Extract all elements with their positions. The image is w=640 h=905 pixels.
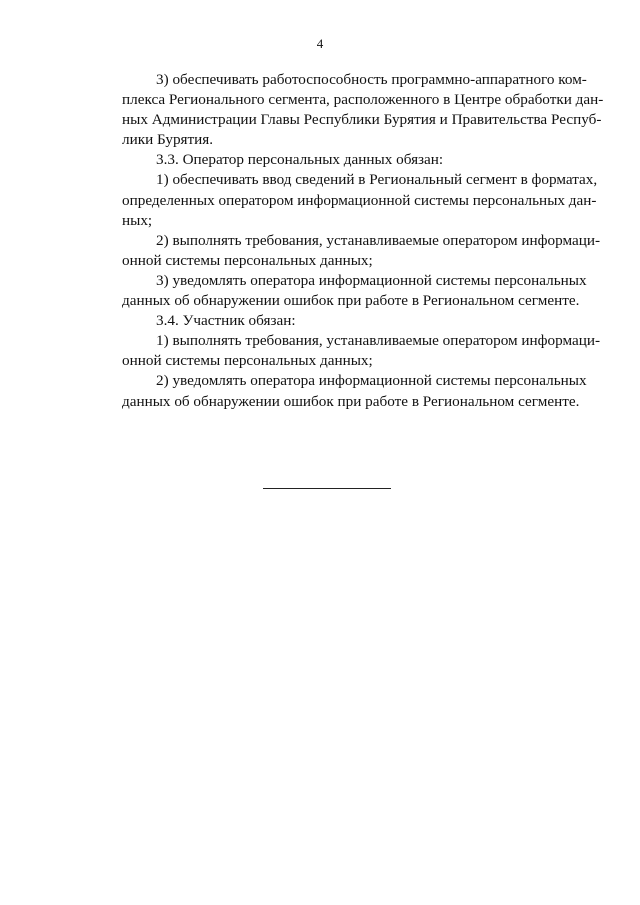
text-line: 1) обеспечивать ввод сведений в Региональный сегмент в форматах, xyxy=(156,171,598,189)
text-line: онной системы персональных данных; xyxy=(122,352,373,370)
text-line: 3) обеспечивать работоспособность программно-аппаратного ком- xyxy=(156,71,587,88)
paragraph-3-3-3 xyxy=(88,271,587,311)
text-line: определенных оператором информационной системы персональных дан- xyxy=(122,191,597,209)
text-line: 2) уведомлять оператора информационной системы персональных xyxy=(156,372,587,390)
text-line: ных Администрации Главы Республики Бурятия и Правительства Респуб- xyxy=(122,111,602,129)
text-line: 3) уведомлять оператора информационной системы персональных xyxy=(156,271,587,289)
end-separator-line xyxy=(263,488,391,489)
paragraph-3-4-2 xyxy=(88,371,587,411)
paragraph-3-3-1 xyxy=(88,170,598,230)
document-body xyxy=(88,70,604,412)
paragraph-3-3-item-3 xyxy=(88,70,604,150)
text-line: 1) выполнять требования, устанавливаемые оператором информаци- xyxy=(156,332,601,350)
text-line: лики Бурятия. xyxy=(122,131,214,149)
paragraph-3-4-1 xyxy=(88,331,601,371)
text-line: плекса Регионального сегмента, расположенного в Центре обработки дан- xyxy=(122,91,604,109)
section-heading-3-4 xyxy=(88,311,573,331)
text-line: ных; xyxy=(122,211,153,229)
text-line: 3.3. Оператор персональных данных обязан: xyxy=(156,151,444,169)
section-heading-3-3 xyxy=(88,150,573,170)
text-line: 3.4. Участник обязан: xyxy=(156,312,296,330)
text-line: данных об обнаружении ошибок при работе в Региональном сегменте. xyxy=(122,292,580,310)
text-line: онной системы персональных данных; xyxy=(122,251,373,269)
paragraph-3-3-2 xyxy=(88,231,601,271)
text-line: 2) выполнять требования, устанавливаемые оператором информаци- xyxy=(156,231,601,249)
text-line: данных об обнаружении ошибок при работе в Региональном сегменте. xyxy=(122,392,580,410)
page-number: 4 xyxy=(316,36,324,51)
